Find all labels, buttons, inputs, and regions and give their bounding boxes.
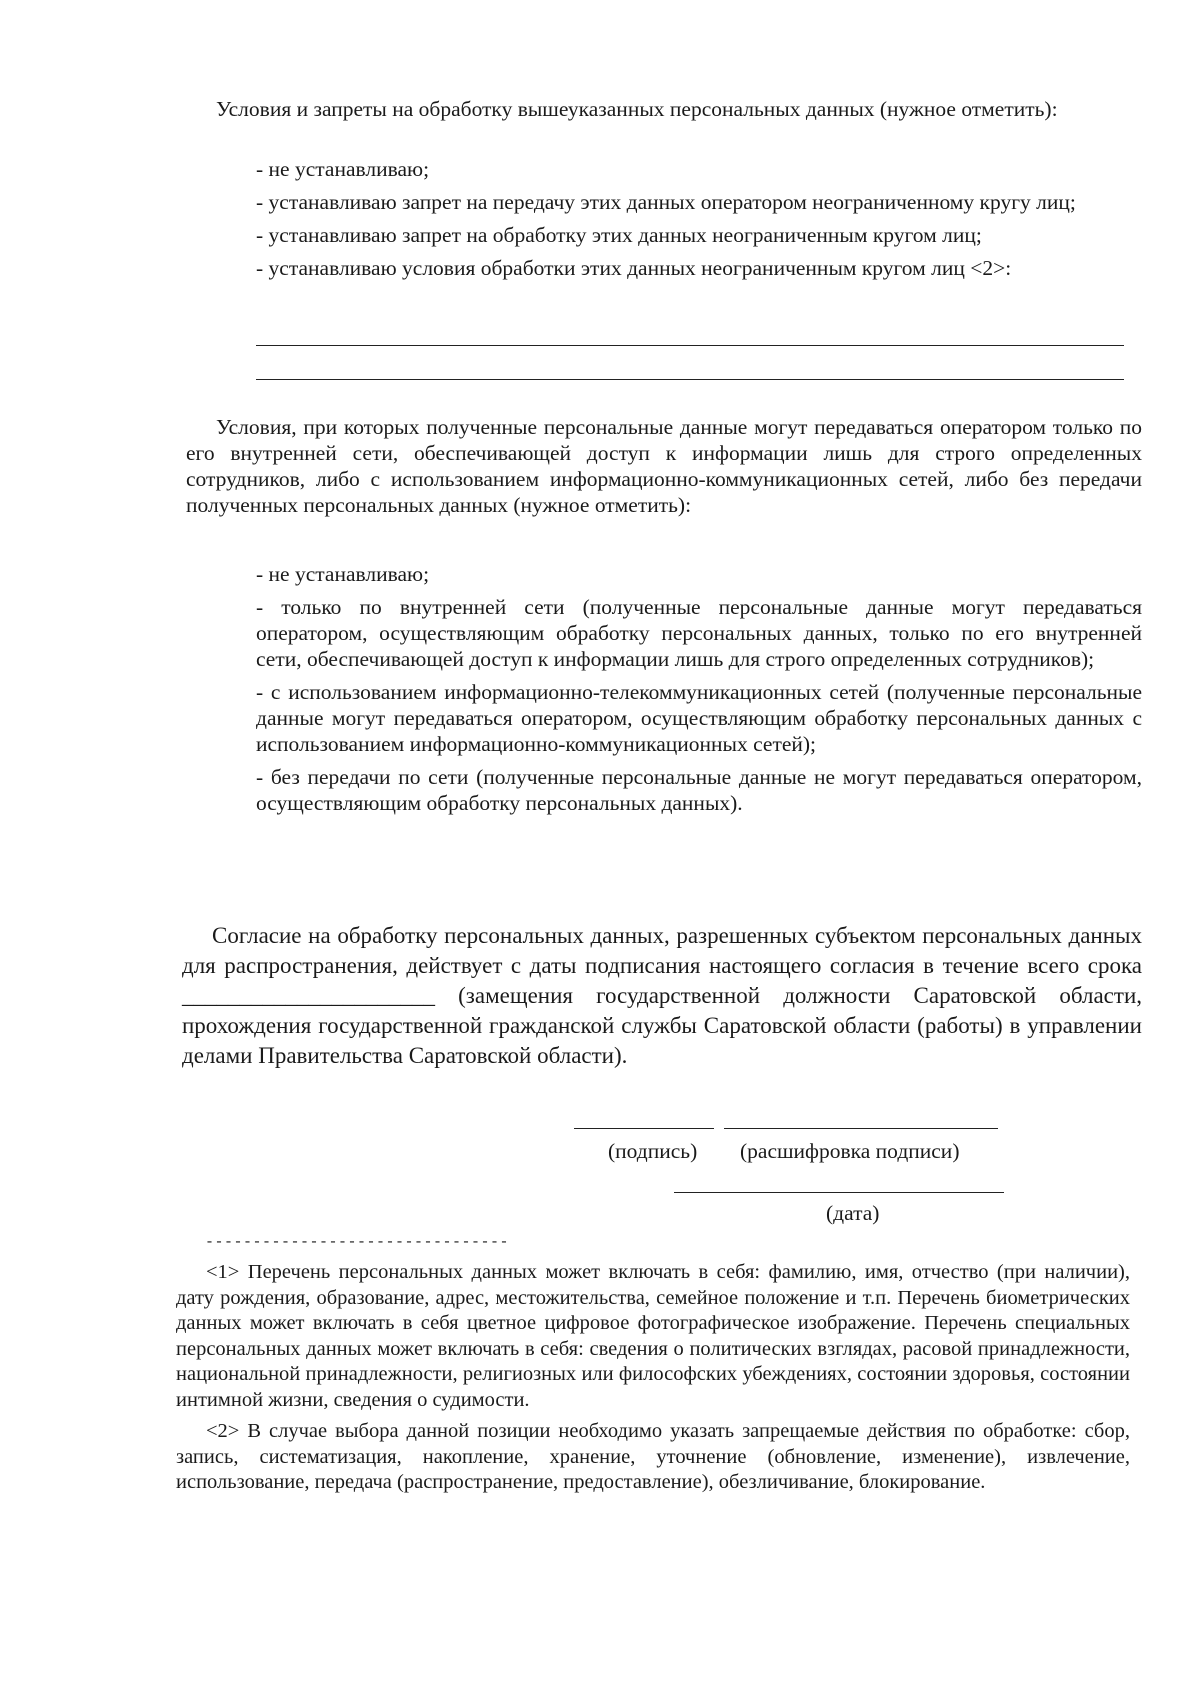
transfer-options xyxy=(256,561,1142,823)
signature-line xyxy=(574,1128,714,1129)
section-restrictions xyxy=(186,96,1142,132)
section-transfer-conditions xyxy=(186,414,1142,518)
consent-text-start: Согласие на обработку персональных данных, разрешенных субъектом персональных данных для распространения, действует с даты подписания настоящего согласия в течение всего срока xyxy=(182,923,1142,978)
footnotes xyxy=(176,1260,1130,1496)
footnote-1: <1> Перечень персональных данных может включать в себя: фамилию, имя, отчество (при наличии), дату рождения, образование, адрес, местожительства, семейное положение и т.п. Перечень биометрических данных может включать в себя цветное цифровое фотографическое изображение. Перечень специальных персональных данных может включать в себя: сведения о политических взглядах, расовой принадлежности, национальной принадлежности, религиозных или философских убеждениях, состоянии здоровья, состоянии интимной жизни, сведения о судимости. xyxy=(176,1261,1130,1411)
restriction-option: - устанавливаю запрет на передачу этих данных оператором неограниченному кругу лиц; xyxy=(256,190,1076,214)
signature-decoding-line xyxy=(724,1128,998,1129)
conditions-blank-line-2 xyxy=(256,379,1124,380)
consent-paragraph xyxy=(182,921,1142,1071)
restrictions-options xyxy=(256,156,1142,288)
conditions-blank-line-1 xyxy=(256,345,1124,346)
consent-term-blank: ______________________ xyxy=(182,983,435,1008)
restriction-option: - устанавливаю условия обработки этих данных неограниченным кругом лиц <2>: xyxy=(256,256,1012,280)
transfer-option: - только по внутренней сети (полученные персональные данные могут передаваться оператором, осуществляющим обработку персональных данных, только по его внутренней сети, обеспечивающей доступ к информации лишь для строго определенных сотрудников); xyxy=(256,595,1142,671)
transfer-option: - не устанавливаю; xyxy=(256,562,430,586)
transfer-option: - с использованием информационно-телекоммуникационных сетей (полученные персональные данные могут передаваться оператором, осуществляющим обработку персональных данных с использованием информационно-коммуникационных сетей); xyxy=(256,680,1142,756)
transfer-option: - без передачи по сети (полученные персональные данные не могут передаваться оператором, осуществляющим обработку персональных данных). xyxy=(256,765,1142,815)
date-label: (дата) xyxy=(826,1201,880,1225)
restriction-option: - не устанавливаю; xyxy=(256,157,430,181)
date-line xyxy=(674,1192,1004,1193)
signature-decoding-label: (расшифровка подписи) xyxy=(740,1139,960,1163)
footnote-separator: -------------------------------- xyxy=(205,1234,510,1251)
transfer-intro: Условия, при которых полученные персональные данные могут передаваться оператором только по его внутренней сети, обеспечивающей доступ к информации лишь для строго определенных сотрудников, либо с использованием информационно-коммуникационных сетей, либо без передачи полученных персональных данных (нужное отметить): xyxy=(186,415,1142,517)
footnote-2: <2> В случае выбора данной позиции необходимо указать запрещаемые действия по обработке: сбор, запись, систематизация, накопление, хранение, уточнение (обновление, изменение), извлечение, использование, передача (распространение, предоставление), обезличивание, блокирование. xyxy=(176,1420,1130,1493)
restrictions-intro: Условия и запреты на обработку вышеуказанных персональных данных (нужное отметить): xyxy=(216,97,1058,121)
consent-text-end: (замещения государственной должности Саратовской области, прохождения государственной гражданской службы Саратовской области (работы) в управлении делами Правительства Саратовской области). xyxy=(182,983,1142,1068)
signature-label: (подпись) xyxy=(608,1139,698,1163)
restriction-option: - устанавливаю запрет на обработку этих данных неограниченным кругом лиц; xyxy=(256,223,982,247)
